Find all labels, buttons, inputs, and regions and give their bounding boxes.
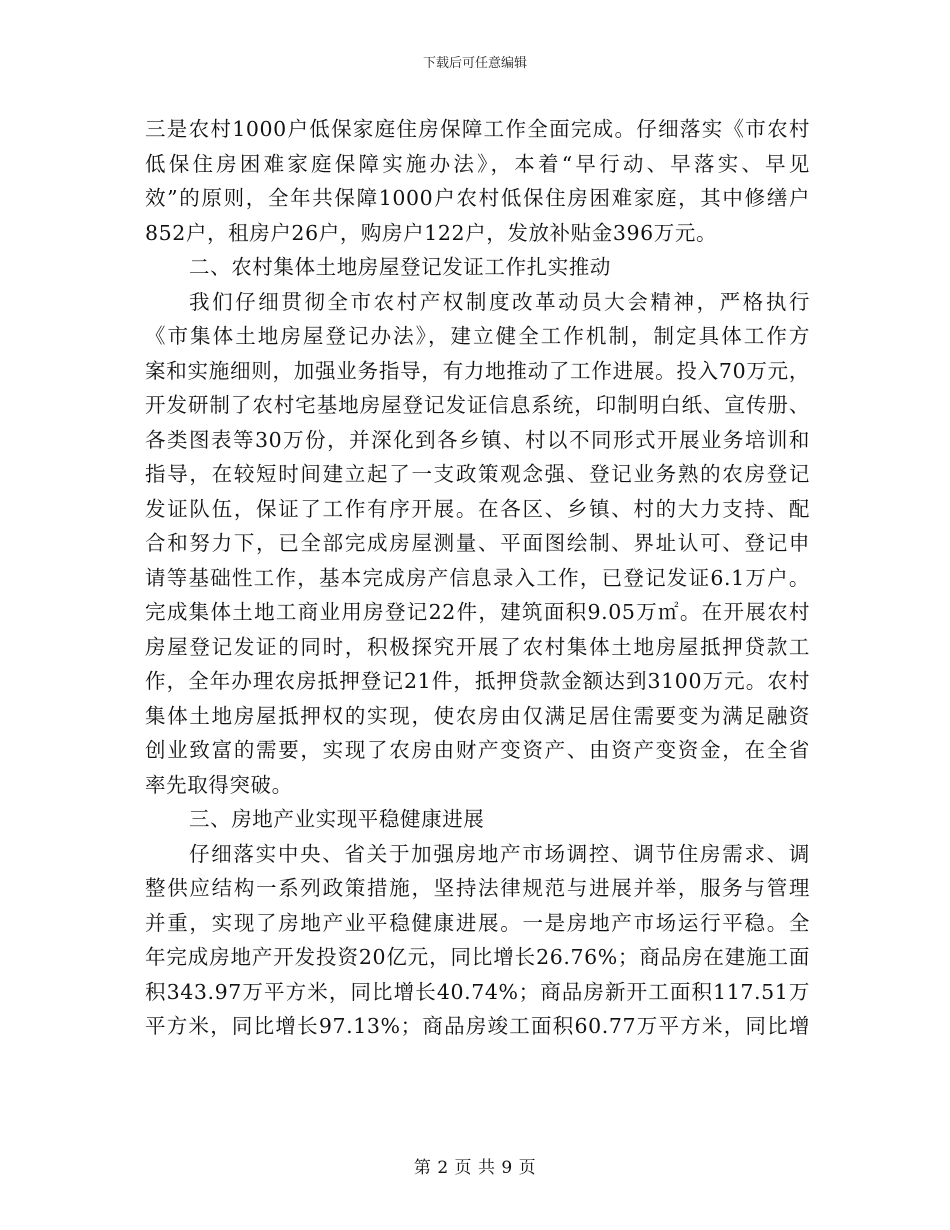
text-line: 集体土地房屋抵押权的实现，使农房由仅满足居住需要变为满足融资 xyxy=(145,703,810,728)
text-line: 完成集体土地工商业用房登记22件，建筑面积9.05万㎡。在开展农村 xyxy=(145,600,810,624)
text-line: 仔细落实中央、省关于加强房地产市场调控、调节住房需求、调 xyxy=(189,841,810,866)
text-line: 年完成房地产开发投资20亿元，同比增长26.76%；商品房在建施工面 xyxy=(145,945,810,969)
text-line: 整供应结构一系列政策措施，坚持法律规范与进展并举，服务与管理 xyxy=(145,876,810,900)
section-heading: 二、农村集体土地房屋登记发证工作扎实推动 xyxy=(189,255,611,279)
text-line: 合和努力下，已全部完成房屋测量、平面图绘制、界址认可、登记申 xyxy=(145,531,810,555)
text-line: 指导，在较短时间建立起了一支政策观念强、登记业务熟的农房登记 xyxy=(145,462,810,486)
text-line: 率先取得突破。 xyxy=(145,772,293,797)
text-line: 852户，租房户26户，购房户122户，发放补贴金396万元。 xyxy=(145,220,718,245)
text-line: 三是农村1000户低保家庭住房保障工作全面完成。仔细落实《市农村 xyxy=(145,117,810,141)
text-line: 积343.97万平方米，同比增长40.74%；商品房新开工面积117.51万 xyxy=(145,979,810,1004)
text-line: 作，全年办理农房抵押登记21件，抵押贷款金额达到3100万元。农村 xyxy=(145,669,810,693)
text-line: 平方米，同比增长97.13%；商品房竣工面积60.77万平方米，同比增 xyxy=(145,1014,810,1038)
text-line: 发证队伍，保证了工作有序开展。在各区、乡镇、村的大力支持、配 xyxy=(145,496,810,521)
section-heading: 三、房地产业实现平稳健康进展 xyxy=(189,807,485,831)
text-line: 并重，实现了房地产业平稳健康进展。一是房地产市场运行平稳。全 xyxy=(145,910,810,935)
text-line: 各类图表等30万份，并深化到各乡镇、村以不同形式开展业务培训和 xyxy=(145,427,810,452)
text-line: 创业致富的需要，实现了农房由财产变资产、由资产变资金，在全省 xyxy=(145,738,810,762)
text-line: 房屋登记发证的同时，积极探究开展了农村集体土地房屋抵押贷款工 xyxy=(145,634,810,659)
page-number: 第 2 页 共 9 页 xyxy=(413,1158,537,1178)
text-line: 案和实施细则，加强业务指导，有力地推动了工作进展。投入70万元， xyxy=(145,358,810,383)
text-line: 效”的原则，全年共保障1000户农村低保住房困难家庭，其中修缮户 xyxy=(145,186,810,210)
page-header-note: 下载后可任意编辑 xyxy=(422,56,527,71)
text-line: 我们仔细贯彻全市农村产权制度改革动员大会精神，严格执行 xyxy=(189,289,810,314)
text-line: 低保住房困难家庭保障实施办法》，本着“早行动、早落实、早见 xyxy=(145,151,810,176)
text-line: 请等基础性工作，基本完成房产信息录入工作，已登记发证6.1万户。 xyxy=(145,565,810,590)
document-body xyxy=(145,112,810,1044)
text-line: 《市集体土地房屋登记办法》，建立健全工作机制，制定具体工作方 xyxy=(145,324,810,348)
text-line: 开发研制了农村宅基地房屋登记发证信息系统，印制明白纸、宣传册、 xyxy=(145,393,810,417)
